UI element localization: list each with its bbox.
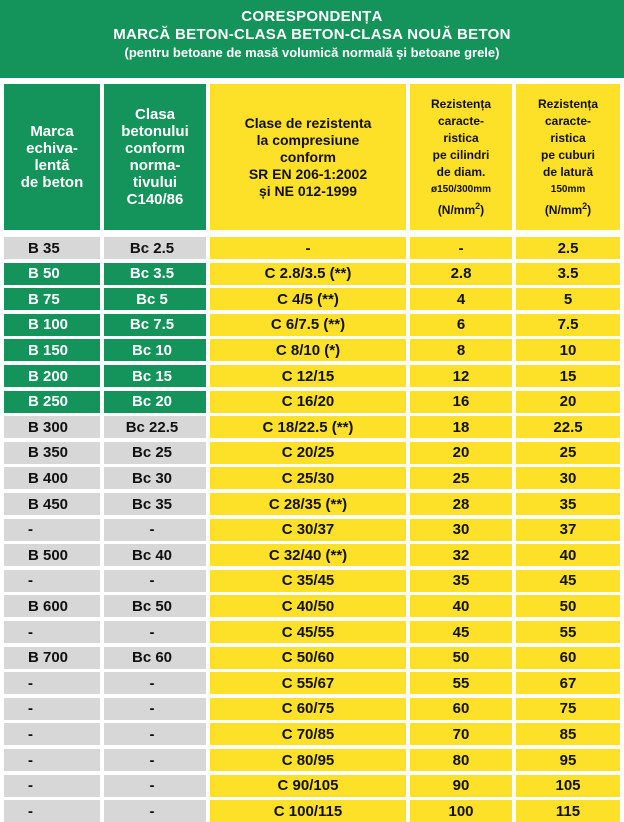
cell-class-c140: - — [104, 800, 206, 822]
cell-cylinder-strength: 40 — [410, 595, 512, 617]
table-row — [0, 288, 624, 310]
cell-mark: B 400 — [4, 467, 100, 489]
cell-cylinder-strength: 20 — [410, 442, 512, 464]
cell-cylinder-strength: 8 — [410, 339, 512, 361]
cell-cylinder-strength: 16 — [410, 391, 512, 413]
cell-cylinder-strength: - — [410, 237, 512, 259]
cell-strength-class: C 20/25 — [210, 442, 406, 464]
cell-class-c140: Bc 40 — [104, 544, 206, 566]
cell-cylinder-strength: 32 — [410, 544, 512, 566]
cell-mark: B 250 — [4, 391, 100, 413]
cell-class-c140: - — [104, 775, 206, 797]
cell-mark: - — [4, 672, 100, 694]
table-row — [0, 775, 624, 797]
cell-class-c140: - — [104, 698, 206, 720]
cell-cube-strength: 45 — [516, 570, 620, 592]
cell-cylinder-strength: 18 — [410, 416, 512, 438]
cell-mark: B 50 — [4, 263, 100, 285]
cell-class-c140: Bc 35 — [104, 493, 206, 515]
cell-cylinder-strength: 2.8 — [410, 263, 512, 285]
cube-dimension: 150mm — [550, 183, 586, 195]
cell-strength-class: C 30/37 — [210, 519, 406, 541]
cell-mark: - — [4, 570, 100, 592]
cell-mark: B 75 — [4, 288, 100, 310]
cell-cylinder-strength: 70 — [410, 723, 512, 745]
cell-cylinder-strength: 28 — [410, 493, 512, 515]
cell-cylinder-strength: 12 — [410, 365, 512, 387]
table-row — [0, 314, 624, 336]
table-row — [0, 467, 624, 489]
table-row — [0, 749, 624, 771]
cell-class-c140: Bc 60 — [104, 647, 206, 669]
cell-mark: B 500 — [4, 544, 100, 566]
cell-class-c140: Bc 25 — [104, 442, 206, 464]
cell-cylinder-strength: 50 — [410, 647, 512, 669]
cell-class-c140: Bc 50 — [104, 595, 206, 617]
table-row — [0, 391, 624, 413]
cell-cube-strength: 7.5 — [516, 314, 620, 336]
table-row — [0, 442, 624, 464]
cell-strength-class: C 18/22.5 (**) — [210, 416, 406, 438]
cell-strength-class: C 100/115 — [210, 800, 406, 822]
cell-class-c140: - — [104, 672, 206, 694]
cell-cylinder-strength: 80 — [410, 749, 512, 771]
cell-cylinder-strength: 30 — [410, 519, 512, 541]
cell-cylinder-strength: 4 — [410, 288, 512, 310]
cell-cylinder-strength: 60 — [410, 698, 512, 720]
cell-mark: - — [4, 621, 100, 643]
cell-strength-class: C 32/40 (**) — [210, 544, 406, 566]
cell-cube-strength: 35 — [516, 493, 620, 515]
cell-strength-class: C 90/105 — [210, 775, 406, 797]
cell-cube-strength: 10 — [516, 339, 620, 361]
cell-class-c140: Bc 5 — [104, 288, 206, 310]
cell-cube-strength: 75 — [516, 698, 620, 720]
cell-class-c140: Bc 7.5 — [104, 314, 206, 336]
table-row — [0, 544, 624, 566]
cell-class-c140: - — [104, 570, 206, 592]
cell-class-c140: Bc 20 — [104, 391, 206, 413]
cell-class-c140: - — [104, 723, 206, 745]
cell-mark: - — [4, 698, 100, 720]
cell-cube-strength: 50 — [516, 595, 620, 617]
cell-class-c140: - — [104, 519, 206, 541]
cell-strength-class: C 60/75 — [210, 698, 406, 720]
cell-cube-strength: 105 — [516, 775, 620, 797]
cell-strength-class: C 55/67 — [210, 672, 406, 694]
table-row — [0, 493, 624, 515]
cell-class-c140: - — [104, 621, 206, 643]
table-row — [0, 800, 624, 822]
cell-cylinder-strength: 25 — [410, 467, 512, 489]
cell-class-c140: Bc 22.5 — [104, 416, 206, 438]
cylinder-dimension: ø150/300mm — [430, 183, 492, 195]
header-cube-strength: Rezistența caracte- ristica pe cuburi de latură 150mm $(N/mm^2)$ — [516, 84, 620, 230]
cell-mark: B 450 — [4, 493, 100, 515]
cell-strength-class: C 50/60 — [210, 647, 406, 669]
table-row — [0, 698, 624, 720]
cell-strength-class: C 28/35 (**) — [210, 493, 406, 515]
cell-strength-class: C 35/45 — [210, 570, 406, 592]
cell-mark: B 300 — [4, 416, 100, 438]
cell-mark: B 350 — [4, 442, 100, 464]
cell-cube-strength: 37 — [516, 519, 620, 541]
cell-cube-strength: 60 — [516, 647, 620, 669]
cell-mark: - — [4, 800, 100, 822]
cell-cylinder-strength: 45 — [410, 621, 512, 643]
table-row — [0, 237, 624, 259]
cell-cube-strength: 40 — [516, 544, 620, 566]
cell-strength-class: - — [210, 237, 406, 259]
cell-cylinder-strength: 100 — [410, 800, 512, 822]
cell-strength-class: C 12/15 — [210, 365, 406, 387]
cell-mark: - — [4, 775, 100, 797]
table-row — [0, 570, 624, 592]
cell-class-c140: Bc 2.5 — [104, 237, 206, 259]
header-compressive-strength-class: Clase de rezistenta la compresiune conform SR EN 206-1:2002 și NE 012-1999 — [210, 84, 406, 230]
cell-mark: - — [4, 749, 100, 771]
title-line-2: MARCĂ BETON-CLASA BETON-CLASA NOUĂ BETON — [113, 26, 511, 43]
cell-cube-strength: 25 — [516, 442, 620, 464]
cell-cube-strength: 15 — [516, 365, 620, 387]
cell-strength-class: C 6/7.5 (**) — [210, 314, 406, 336]
cell-mark: - — [4, 723, 100, 745]
cell-strength-class: C 8/10 (*) — [210, 339, 406, 361]
cell-strength-class: C 40/50 — [210, 595, 406, 617]
table-row — [0, 339, 624, 361]
cell-cube-strength: 30 — [516, 467, 620, 489]
cell-strength-class: C 4/5 (**) — [210, 288, 406, 310]
table-title — [0, 0, 624, 78]
cell-class-c140: Bc 3.5 — [104, 263, 206, 285]
table-row — [0, 647, 624, 669]
title-line-3: (pentru betoane de masă volumică normală și betoane grele) — [124, 45, 500, 60]
cell-cylinder-strength: 55 — [410, 672, 512, 694]
table-row — [0, 416, 624, 438]
cell-mark: B 100 — [4, 314, 100, 336]
cell-cube-strength: 95 — [516, 749, 620, 771]
header-concrete-class-c140: Clasa betonului conform norma- tivului C140/86 — [104, 84, 206, 230]
cell-class-c140: - — [104, 749, 206, 771]
table-row — [0, 263, 624, 285]
cylinder-unit: $(N/mm^2)$ — [437, 200, 485, 217]
cell-cube-strength: 115 — [516, 800, 620, 822]
cell-class-c140: Bc 10 — [104, 339, 206, 361]
cell-cube-strength: 67 — [516, 672, 620, 694]
cell-mark: B 35 — [4, 237, 100, 259]
table-row — [0, 519, 624, 541]
cell-cube-strength: 85 — [516, 723, 620, 745]
table-row — [0, 672, 624, 694]
cell-strength-class: C 16/20 — [210, 391, 406, 413]
cell-mark: B 600 — [4, 595, 100, 617]
cell-cube-strength: 20 — [516, 391, 620, 413]
header-cylinder-strength: Rezistența caracte- ristica pe cilindri de diam. ø150/300mm $(N/mm^2)$ — [410, 84, 512, 230]
cell-cylinder-strength: 6 — [410, 314, 512, 336]
cell-cylinder-strength: 35 — [410, 570, 512, 592]
cell-mark: B 200 — [4, 365, 100, 387]
table-row — [0, 723, 624, 745]
cell-strength-class: C 70/85 — [210, 723, 406, 745]
title-line-1: CORESPONDENȚA — [241, 8, 383, 25]
cell-cube-strength: 2.5 — [516, 237, 620, 259]
header-equivalent-mark: Marca echiva- lentă de beton — [4, 84, 100, 230]
cell-cylinder-strength: 90 — [410, 775, 512, 797]
cell-strength-class: C 45/55 — [210, 621, 406, 643]
cell-class-c140: Bc 15 — [104, 365, 206, 387]
cell-strength-class: C 80/95 — [210, 749, 406, 771]
cell-cube-strength: 55 — [516, 621, 620, 643]
cell-cube-strength: 22.5 — [516, 416, 620, 438]
cell-class-c140: Bc 30 — [104, 467, 206, 489]
cell-cube-strength: 5 — [516, 288, 620, 310]
cell-mark: - — [4, 519, 100, 541]
table-row — [0, 595, 624, 617]
table-row — [0, 365, 624, 387]
cell-mark: B 700 — [4, 647, 100, 669]
table-row — [0, 621, 624, 643]
cell-cube-strength: 3.5 — [516, 263, 620, 285]
cube-unit: $(N/mm^2)$ — [544, 200, 592, 217]
cell-strength-class: C 2.8/3.5 (**) — [210, 263, 406, 285]
cell-strength-class: C 25/30 — [210, 467, 406, 489]
cell-mark: B 150 — [4, 339, 100, 361]
